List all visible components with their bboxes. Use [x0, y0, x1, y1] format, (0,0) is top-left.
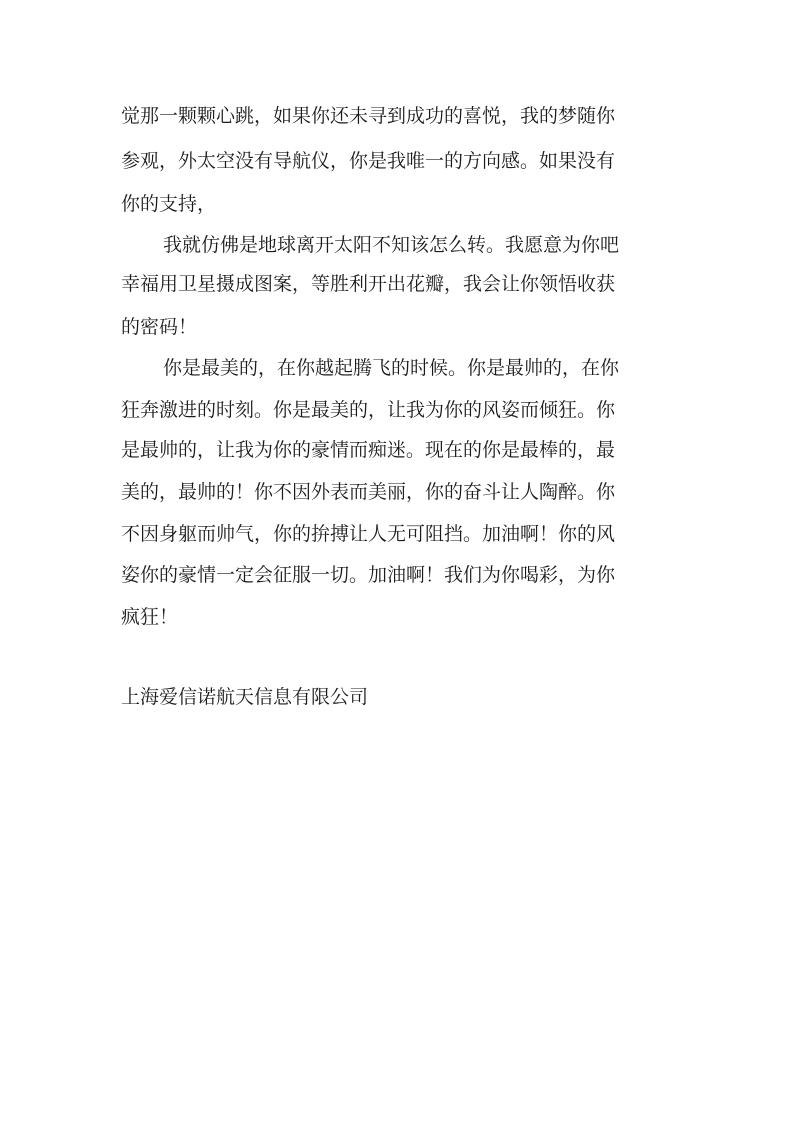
paragraph-line: 狂奔激进的时刻。你是最美的，让我为你的风姿而倾狂。你 [121, 399, 616, 421]
paragraph-line: 姿你的豪情一定会征服一切。加油啊！我们为你喝彩，为你 [121, 564, 616, 586]
paragraph-line: 我就仿佛是地球离开太阳不知该怎么转。我愿意为你吧 [163, 234, 620, 256]
paragraph-line: 觉那一颗颗心跳，如果你还未寻到成功的喜悦，我的梦随你 [121, 105, 616, 127]
paragraph-line: 的密码！ [121, 316, 198, 338]
paragraph-line: 参观，外太空没有导航仪，你是我唯一的方向感。如果没有 [121, 150, 616, 172]
paragraph-line: 疯狂！ [121, 606, 179, 628]
paragraph-line: 是最帅的，让我为你的豪情而痴迷。现在的你是最棒的，最 [121, 439, 616, 461]
company-name: 上海爱信诺航天信息有限公司 [121, 686, 369, 708]
paragraph-line: 你的支持， [121, 193, 217, 215]
paragraph-line: 你是最美的，在你越起腾飞的时候。你是最帅的，在你 [163, 357, 620, 379]
paragraph-line: 幸福用卫星摄成图案，等胜利开出花瓣，我会让你领悟收获 [121, 273, 616, 295]
paragraph-line: 不因身躯而帅气，你的拚搏让人无可阻挡。加油啊！你的风 [121, 523, 616, 545]
paragraph-line: 美的，最帅的！你不因外表而美丽，你的奋斗让人陶醉。你 [121, 481, 616, 503]
